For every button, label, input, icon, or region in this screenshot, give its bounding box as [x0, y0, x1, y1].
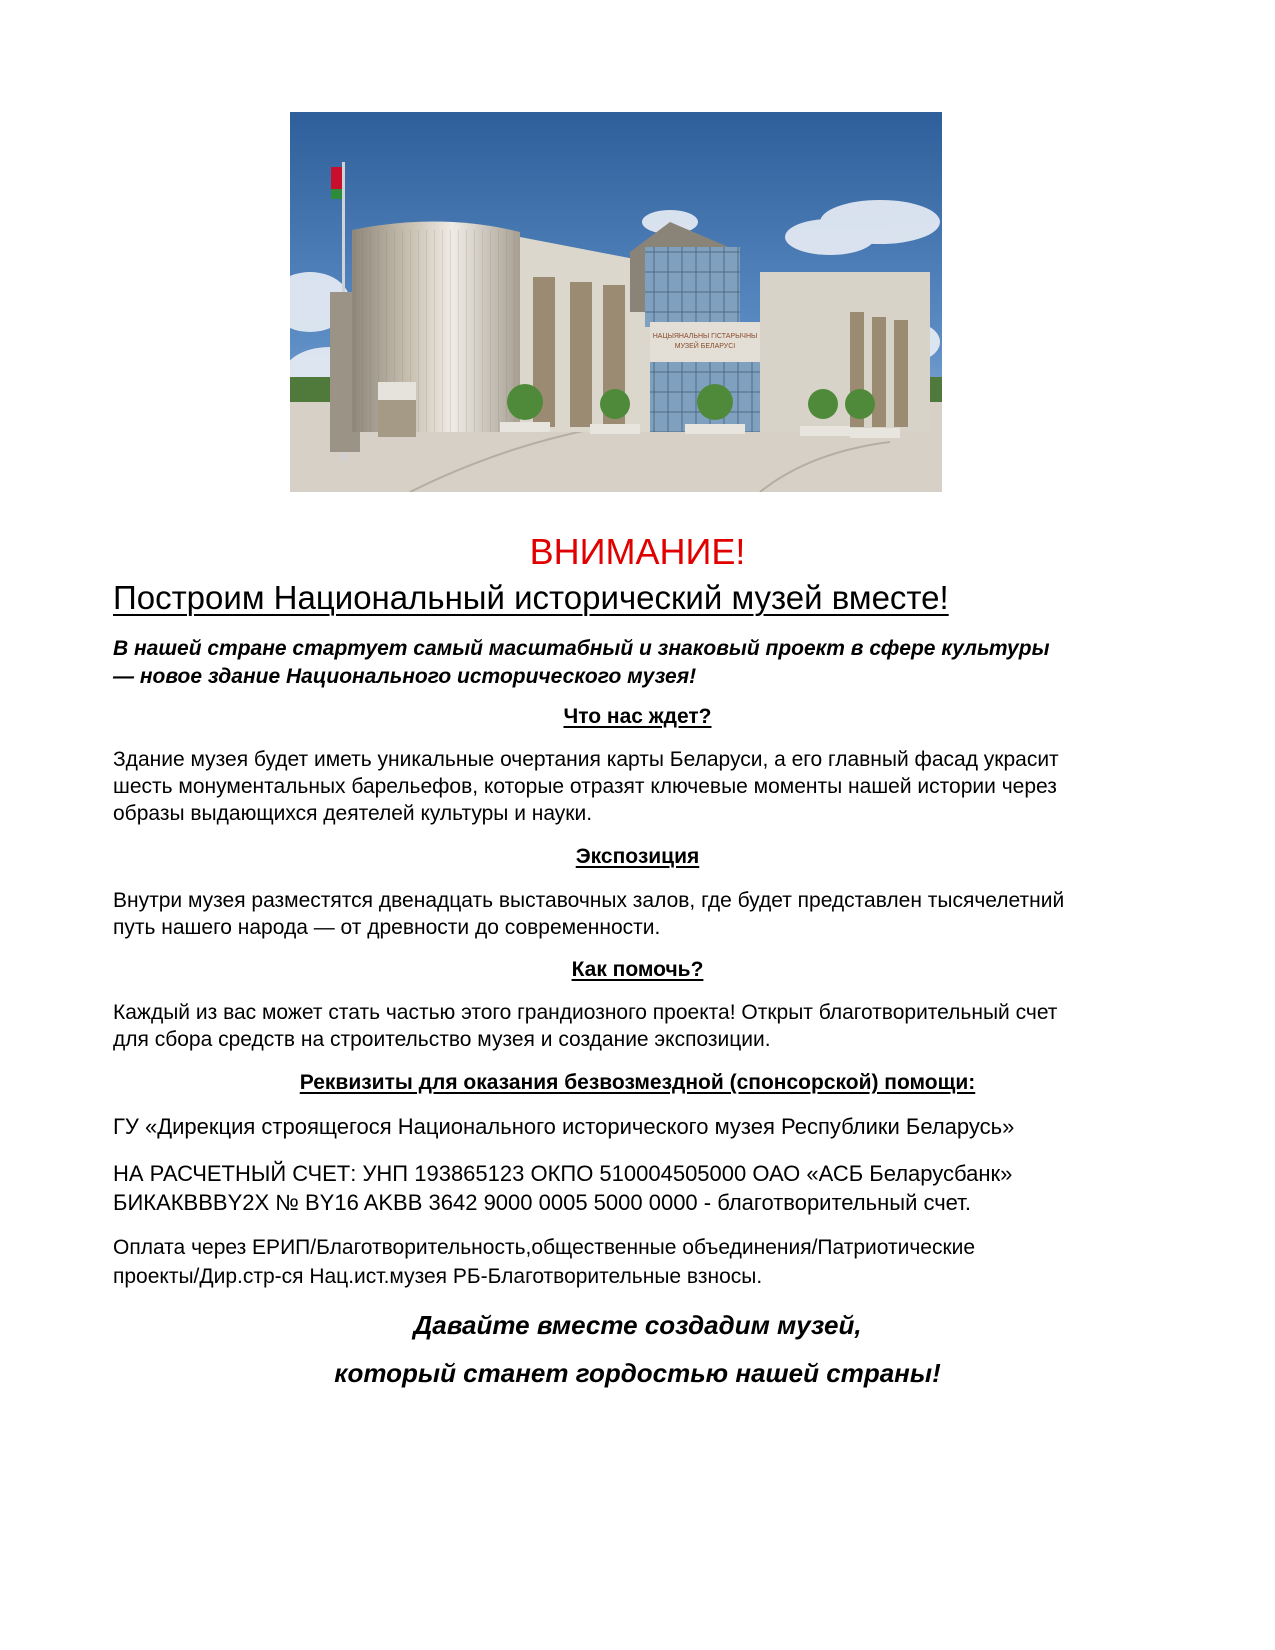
bank-account-details: [113, 1159, 1173, 1217]
text-line: для сбора средств на строительство музея и создание экспозиции.: [113, 1028, 771, 1051]
erip-payment-path: [113, 1233, 1173, 1291]
lead-line: — новое здание Национального исторического музея!: [113, 665, 697, 688]
lead-paragraph: [113, 635, 1163, 691]
section-text-exposition: [113, 887, 1173, 941]
closing-line-1: Давайте вместе создадим музей,: [413, 1310, 862, 1340]
account-line: БИКАКВВВY2X № BY16 AKBB 3642 9000 0005 5000 0000 - благотворительный счет.: [113, 1190, 971, 1215]
building-sign-line2: МУЗЕЙ БЕЛАРУСІ: [674, 343, 736, 350]
section-text-what-awaits: [113, 746, 1173, 827]
section-text-how-to-help: [113, 999, 1173, 1053]
closing-line-2: который станет гордостью нашей страны!: [334, 1358, 941, 1388]
erip-line: Оплата через ЕРИП/Благотворительность,общественные объединения/Патриотические: [113, 1236, 976, 1259]
section-heading-requisites: Реквизиты для оказания безвозмездной (спонсорской) помощи:: [299, 1071, 976, 1094]
museum-rendering-image: [290, 112, 942, 492]
section-heading-what-awaits: Что нас ждет?: [563, 705, 712, 728]
section-heading-exposition: Экспозиция: [575, 845, 700, 868]
section-heading-how-to-help: Как помочь?: [571, 958, 704, 981]
text-line: образы выдающихся деятелей культуры и науки.: [113, 802, 593, 825]
text-line: Здание музея будет иметь уникальные очертания карты Беларуси, а его главный фасад украсит: [113, 748, 1059, 771]
page-title: Построим Национальный исторический музей вместе!: [113, 579, 949, 616]
erip-line: проекты/Дир.стр-ся Нац.ист.музея РБ-Благотворительные взносы.: [113, 1265, 763, 1288]
text-line: путь нашего народа — от древности до современности.: [113, 916, 661, 939]
glass-atrium: [645, 247, 740, 327]
account-line: НА РАСЧЕТНЫЙ СЧЕТ: УНП 193865123 ОКПО 510004505000 ОАО «АСБ Беларусбанк»: [113, 1161, 1013, 1186]
text-line: Каждый из вас может стать частью этого грандиозного проекта! Открыт благотворительный счет: [113, 1001, 1058, 1024]
text-line: шесть монументальных барельефов, которые отразят ключевые моменты нашей истории через: [113, 775, 1057, 798]
museum-illustration: [290, 112, 942, 492]
recipient-name: ГУ «Дирекция строящегося Национального исторического музея Республики Беларусь»: [113, 1114, 1015, 1139]
attention-heading: ВНИМАНИЕ!: [529, 531, 746, 572]
text-line: Внутри музея разместятся двенадцать выставочных залов, где будет представлен тысячелетний: [113, 889, 1065, 912]
building-sign-line1: НАЦЫЯНАЛЬНЫ ГІСТАРЫЧНЫ: [652, 333, 758, 340]
lead-line: В нашей стране стартует самый масштабный и знаковый проект в сфере культуры: [113, 637, 1050, 660]
